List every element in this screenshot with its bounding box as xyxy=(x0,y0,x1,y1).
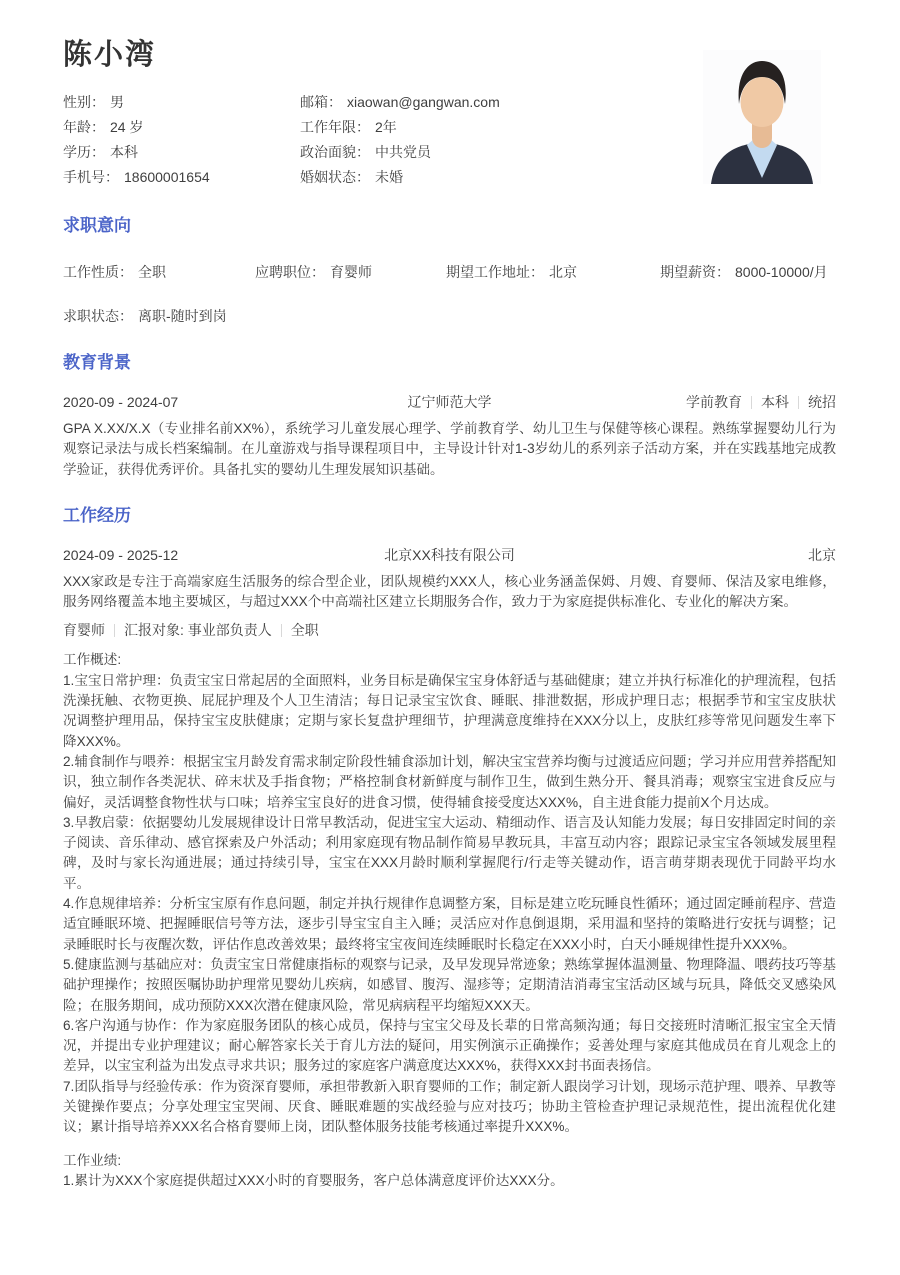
position-title: 育婴师 xyxy=(63,622,105,639)
duty-item: 7.团队指导与经验传承：作为资深育婴师，承担带教新入职育婴师的工作；制定新人跟岗学习计划，现场示范护理、喂养、早教等关键操作要点；分享处理宝宝哭闹、厌食、睡眠难题的实战经验与应对技巧；协助主管检查护理记录规范性，提出流程优化建议；累计指导培养XXX名合格育婴师上岗，团队整体服务技能考核通过率提升XXX%。 xyxy=(63,1078,836,1135)
education-description: GPA X.XX/X.X（专业排名前XX%），系统学习儿童发展心理学、学前教育学、幼儿卫生与保健等核心课程。熟练掌握婴幼儿行为观察记录法与成长档案编制。在儿童游戏与指导课程项目中，主导设计针对1-3岁幼儿的系列亲子活动方案，并在实践基地完成教学验证，获得优秀评价。具备扎实的婴幼儿生理发展知识基础。 xyxy=(63,421,836,477)
info-field-gender xyxy=(63,94,300,111)
work-period: 2024-09 - 2025-12 xyxy=(63,546,179,563)
info-label: 手机号： xyxy=(63,169,119,185)
education-period: 2020-09 - 2024-07 xyxy=(63,394,179,410)
duty-item: 3.早教启蒙：依据婴幼儿发展规律设计日常早教活动，促进宝宝大运动、精细动作、语言及认知能力发展；每日安排固定时间的亲子阅读、音乐律动、感官探索及户外活动；利用家庭现有物品制作简易早教玩具，丰富互动内容；跟踪记录宝宝各领域发展里程碑，及时与家长沟通进展；通过持续引导，宝宝在XXX月龄时顺利掌握爬行/行走等关键动作，语言萌芽期表现优于同龄平均水平。 xyxy=(63,814,836,891)
section-job-intent xyxy=(63,216,836,325)
duty-item: 6.客户沟通与协作：作为家庭服务团队的核心成员，保持与宝宝父母及长辈的日常高频沟通；每日交接班时清晰汇报宝宝全天情况，并提出专业护理建议；耐心解答家长关于育儿方法的疑问，用实例演示正确操作；妥善处理与家庭其他成员在育儿观念上的差异，以宝宝利益为出发点寻求共识；服务过的家庭客户满意度达XXX%，获得XXX封书面表扬信。 xyxy=(63,1017,836,1074)
info-value: xiaowan@gangwan.com xyxy=(347,94,500,110)
info-label: 婚姻状态： xyxy=(300,169,370,185)
intent-value: 北京 xyxy=(549,264,577,280)
info-value: 本科 xyxy=(110,144,138,160)
intent-label: 应聘职位： xyxy=(255,264,325,280)
intent-value: 全职 xyxy=(138,264,166,280)
work-meta-row xyxy=(63,546,836,564)
info-value: 中共党员 xyxy=(375,144,431,160)
section-education xyxy=(63,353,836,480)
intent-field-job-status xyxy=(63,308,836,325)
intent-value: 育婴师 xyxy=(330,264,372,280)
employment-type: 全职 xyxy=(290,622,319,639)
intent-label: 求职状态： xyxy=(63,308,133,324)
intent-field-target-location xyxy=(446,264,660,281)
work-results-label: 工作业绩: xyxy=(63,1152,122,1168)
info-field-age xyxy=(63,119,300,136)
duty-item: 1.宝宝日常护理：负责宝宝日常起居的全面照料，业务目标是确保宝宝身体舒适与基础健康；建立并执行标准化的护理流程，包括洗澡抚触、衣物更换、屁屁护理及个人卫生清洁；每日记录宝宝饮食、睡眠、排泄数据，形成护理日志；根据季节和宝宝皮肤状况调整护理用品，保持宝宝皮肤健康；定期与家长复盘护理细节，护理满意度维持在XXX分以上，皮肤红疹等常见问题发生率下降XXX%。 xyxy=(63,672,836,749)
info-value: 未婚 xyxy=(375,169,403,185)
info-label: 年龄： xyxy=(63,119,105,135)
personal-info xyxy=(63,94,703,186)
separator-bar xyxy=(114,624,115,637)
info-label: 邮箱： xyxy=(300,94,342,110)
info-field-work-years xyxy=(300,119,703,136)
job-intent-row-2 xyxy=(63,308,836,325)
intent-field-target-position xyxy=(255,264,446,281)
info-field-degree xyxy=(63,144,300,161)
info-label: 性别： xyxy=(63,94,105,110)
report-to: 汇报对象: 事业部负责人 xyxy=(124,622,272,639)
company-intro: XXX家政是专注于高端家庭生活服务的综合型企业，团队规模约XXX人，核心业务涵盖保姆、月嫂、育婴师、保洁及家电维修，服务网络覆盖本地主要城区，与超过XXX个中高端社区建立长期服务合作，致力于为家庭提供标准化、专业化的解决方案。 xyxy=(63,573,836,610)
info-label: 政治面貌： xyxy=(300,144,370,160)
info-value: 24 岁 xyxy=(110,119,144,135)
info-value: 男 xyxy=(110,94,124,110)
candidate-name: 陈小湾 xyxy=(63,39,157,71)
info-value: 2年 xyxy=(375,119,397,135)
intent-label: 工作性质： xyxy=(63,264,133,280)
info-label: 工作年限： xyxy=(300,119,370,135)
work-company: 北京XX科技有限公司 xyxy=(384,546,515,563)
intent-field-job-type xyxy=(63,264,255,281)
duty-item: 2.辅食制作与喂养：根据宝宝月龄发育需求制定阶段性辅食添加计划，解决宝宝营养均衡与过渡适应问题；学习并应用营养搭配知识，独立制作各类泥状、碎末状及手指食物；严格控制食材新鲜度与制作卫生，做到生熟分开、餐具消毒；观察宝宝进食反应与偏好，灵活调整食物性状与口味；培养宝宝良好的进食习惯，使得辅食接受度达XXX%，自主进食能力提前X个月达成。 xyxy=(63,753,836,810)
result-item: 1.累计为XXX个家庭提供超过XXX小时的育婴服务，客户总体满意度评价达XXX分。 xyxy=(63,1172,564,1188)
education-major: 学前教育 xyxy=(686,394,742,410)
education-meta-row xyxy=(63,393,836,411)
education-degree: 本科 xyxy=(761,394,789,410)
separator-bar xyxy=(281,624,282,637)
info-field-email xyxy=(300,94,703,111)
section-title-job-intent: 求职意向 xyxy=(63,216,131,235)
work-overview xyxy=(63,650,836,1137)
work-location: 北京 xyxy=(808,546,836,563)
job-intent-row-1 xyxy=(63,264,836,281)
work-results xyxy=(63,1151,836,1192)
work-overview-label: 工作概述: xyxy=(63,652,122,668)
intent-value: 8000-10000/月 xyxy=(735,264,828,280)
education-tags xyxy=(626,393,836,411)
education-enrollment-type: 统招 xyxy=(808,394,836,410)
position-row xyxy=(63,622,836,639)
info-field-marital-status xyxy=(300,169,703,186)
info-value: 18600001654 xyxy=(124,169,210,185)
section-work-experience xyxy=(63,506,836,1191)
info-label: 学历： xyxy=(63,144,105,160)
profile-photo-illustration xyxy=(703,50,821,184)
info-field-political-status xyxy=(300,144,703,161)
info-field-phone xyxy=(63,169,300,186)
separator-bar xyxy=(751,396,752,409)
education-school: 辽宁师范大学 xyxy=(407,394,492,410)
section-title-education: 教育背景 xyxy=(63,353,131,372)
separator-bar xyxy=(798,396,799,409)
section-title-work-experience: 工作经历 xyxy=(63,505,131,525)
intent-label: 期望工作地址： xyxy=(446,264,544,280)
duty-item: 4.作息规律培养：分析宝宝原有作息问题，制定并执行规律作息调整方案，目标是建立吃玩睡良性循环；通过固定睡前程序、营造适宜睡眠环境、把握睡眠信号等方法，逐步引导宝宝自主入睡；灵活应对作息倒退期，采用温和坚持的策略进行安抚与调整；记录睡眠时长与夜醒次数，评估作息改善效果；最终将宝宝夜间连续睡眠时长稳定在XXX小时，白天小睡规律性提升XXX%。 xyxy=(63,896,836,952)
duty-item: 5.健康监测与基础应对：负责宝宝日常健康指标的观察与记录，及早发现异常迹象；熟练掌握体温测量、物理降温、喂药技巧等基础护理操作；按照医嘱协助护理常见婴幼儿疾病，如感冒、腹泻、湿疹等；定期清洁消毒宝宝活动区域与玩具，降低交叉感染风险；在服务期间，成功预防XXX次潜在健康风险，常见病病程平均缩短XXX天。 xyxy=(63,956,836,1013)
intent-field-expected-salary xyxy=(660,264,836,281)
intent-label: 期望薪资： xyxy=(660,264,730,280)
intent-value: 离职-随时到岗 xyxy=(138,308,227,324)
profile-photo xyxy=(703,50,821,184)
